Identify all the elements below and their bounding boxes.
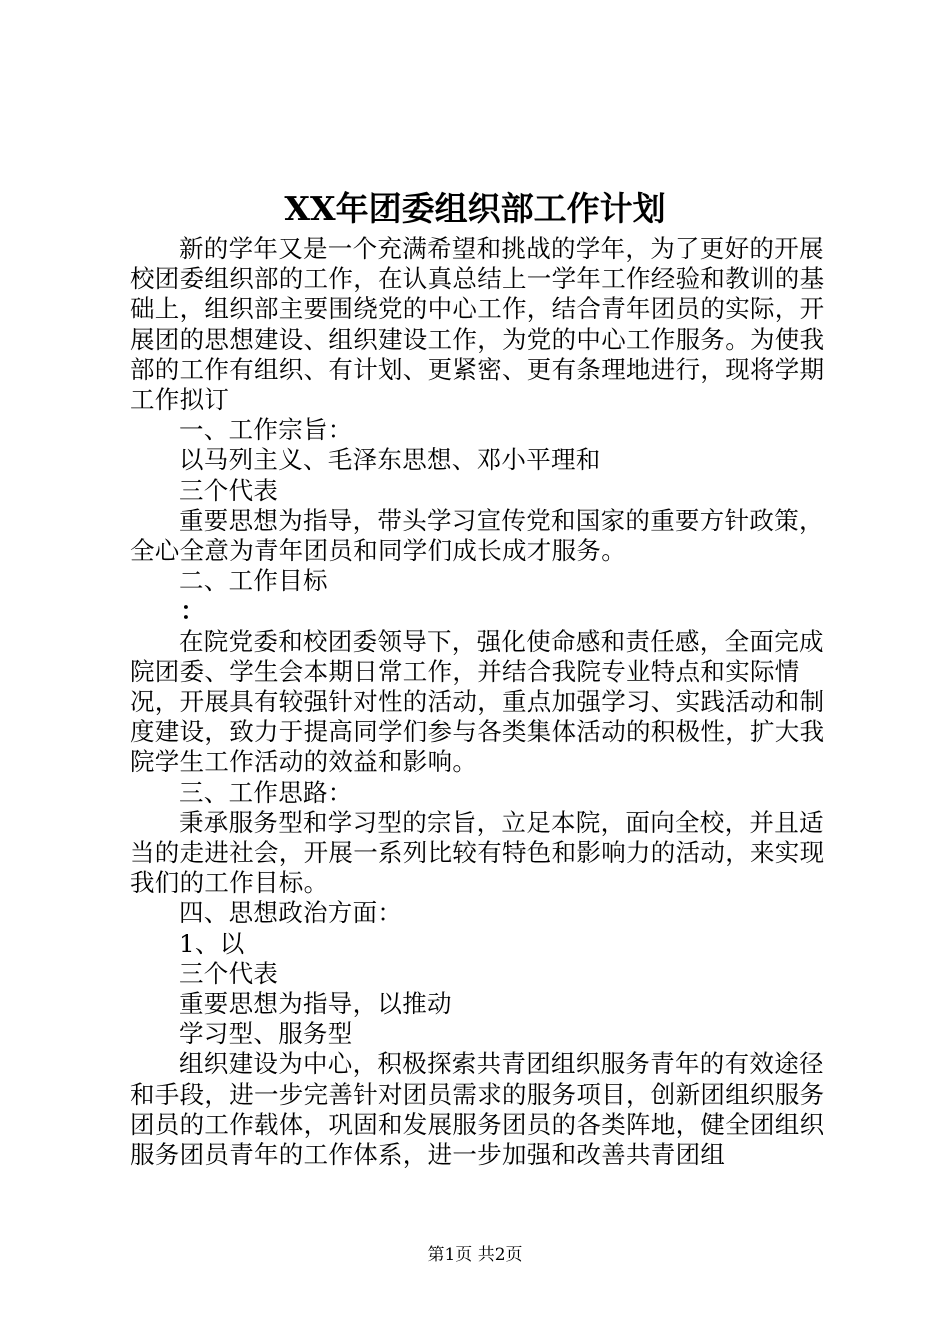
heading-work-goals-colon: ： [180, 596, 206, 626]
paragraph-approach-body: 秉承服务型和学习型的宗旨，立足本院，面向全校，并且适当的走进社会，开展一系列比较有特色和影响力的活动，来实现我们的工作目标。 [130, 807, 825, 898]
heading-work-purpose: 一、工作宗旨： [179, 415, 353, 445]
paragraph-item-1: 1、以 [179, 928, 245, 958]
paragraph-intro: 新的学年又是一个充满希望和挑战的学年，为了更好的开展校团委组织部的工作，在认真总结上一学年工作经验和教训的基础上，组织部主要围绕党的中心工作，结合青年团员的实际，开展团的思想建设、组织建设工作，为党的中心工作服务。为使我部的工作有组织、有计划、更紧密、更有条理地进行，现将学期工作拟订 [130, 234, 825, 415]
document-body [130, 234, 835, 1170]
document-title: XX年团委组织部工作计划 [284, 189, 666, 228]
heading-work-approach: 三、工作思路： [179, 777, 353, 807]
paragraph-goals-body: 在院党委和校团委领导下，强化使命感和责任感，全面完成院团委、学生会本期日常工作，并结合我院专业特点和实际情况，开展具有较强针对性的活动，重点加强学习、实践活动和制度建设，致力于提高同学们参与各类集体活动的积极性，扩大我院学生工作活动的效益和影响。 [130, 626, 825, 777]
paragraph-purpose-body: 重要思想为指导，带头学习宣传党和国家的重要方针政策，全心全意为青年团员和同学们成长成才服务。 [130, 505, 824, 566]
heading-ideological-political: 四、思想政治方面： [179, 898, 403, 928]
page-footer: 第1页 共2页 [427, 1245, 523, 1265]
paragraph-item-1-line3: 重要思想为指导，以推动 [179, 989, 452, 1019]
paragraph-purpose-line1: 以马列主义、毛泽东思想、邓小平理和 [179, 445, 601, 475]
heading-work-goals: 二、工作目标 [179, 566, 328, 596]
paragraph-item-1-body: 组织建设为中心，积极探索共青团组织服务青年的有效途径和手段，进一步完善针对团员需求的服务项目，创新团组织服务团员的工作载体，巩固和发展服务团员的各类阵地，健全团组织服务团员青年的工作体系，进一步加强和改善共青团组 [130, 1049, 825, 1170]
paragraph-item-1-line2: 三个代表 [179, 958, 279, 988]
paragraph-item-1-line4: 学习型、服务型 [179, 1019, 353, 1049]
paragraph-purpose-line2: 三个代表 [179, 475, 279, 505]
